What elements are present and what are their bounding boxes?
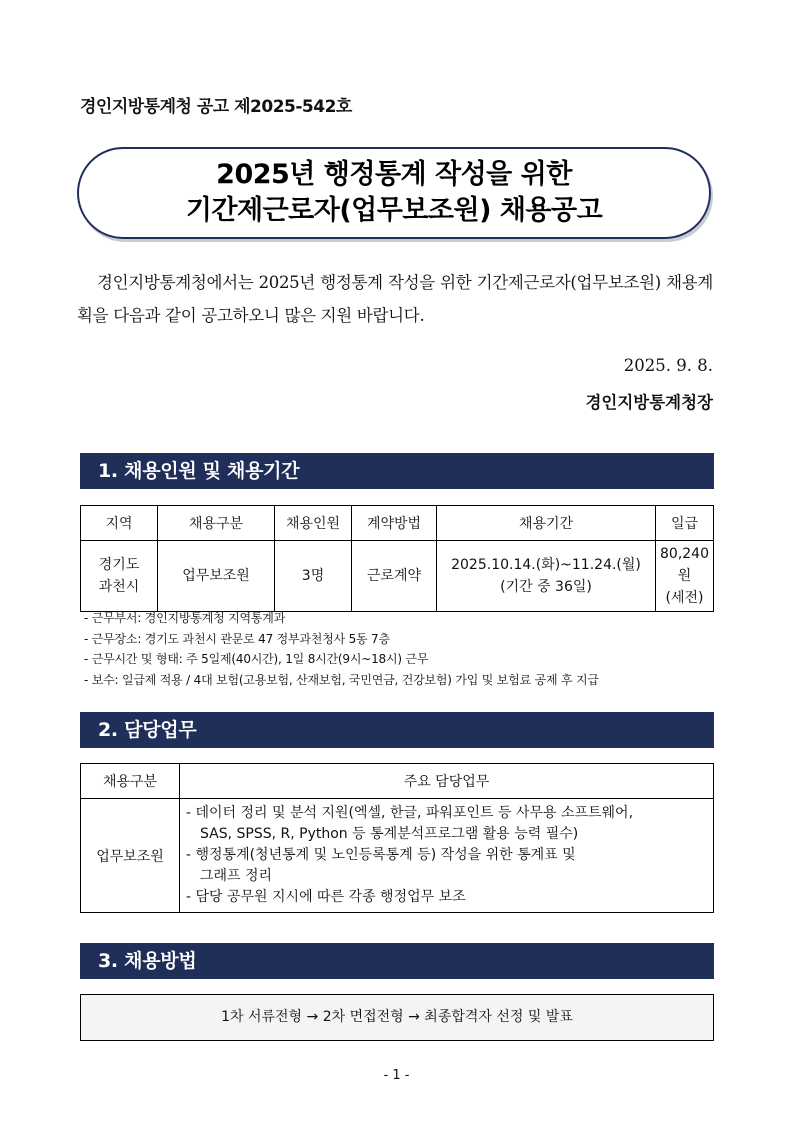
wage-line-1: 80,240원 bbox=[660, 546, 709, 584]
header-duty-category: 채용구분 bbox=[81, 764, 180, 799]
header-category: 채용구분 bbox=[158, 506, 275, 541]
title-box bbox=[77, 147, 711, 239]
cell-duty-category: 업무보조원 bbox=[81, 799, 180, 913]
period-line-1: 2025.10.14.(화)~11.24.(월) bbox=[451, 557, 641, 573]
cell-period bbox=[437, 541, 656, 612]
notice-date: 2025. 9. 8. bbox=[623, 356, 713, 375]
duties-table bbox=[80, 763, 714, 913]
cell-contract: 근로계약 bbox=[352, 541, 437, 612]
duty-line: - 행정통계(청년통계 및 노인등록통계 등) 작성을 위한 통계표 및 bbox=[186, 847, 576, 863]
duty-line: - 데이터 정리 및 분석 지원(엑셀, 한글, 파워포인트 등 사무용 소프트웨어, bbox=[186, 805, 634, 821]
note-hours: - 근무시간 및 형태: 주 5일제(40시간), 1일 8시간(9시~18시) 근무 bbox=[84, 652, 429, 666]
header-duties: 주요 담당업무 bbox=[180, 764, 714, 799]
cell-count: 3명 bbox=[275, 541, 352, 612]
issuer: 경인지방통계청장 bbox=[585, 393, 713, 412]
note-department: - 근무부서: 경인지방통계청 지역통계과 bbox=[84, 611, 286, 625]
wage-line-2: (세전) bbox=[665, 590, 704, 606]
region-line-2: 과천시 bbox=[98, 579, 140, 595]
table-row bbox=[81, 799, 714, 913]
header-contract: 계약방법 bbox=[352, 506, 437, 541]
section-heading-2: 2. 담당업무 bbox=[80, 712, 714, 748]
work-notes bbox=[84, 608, 599, 690]
note-location: - 근무장소: 경기도 과천시 관문로 47 정부과천청사 5동 7층 bbox=[84, 631, 390, 646]
header-region: 지역 bbox=[81, 506, 158, 541]
page-number: - 1 - bbox=[383, 1068, 410, 1083]
section-heading-3: 3. 채용방법 bbox=[80, 943, 714, 979]
table-row bbox=[81, 541, 714, 612]
cell-duties bbox=[180, 799, 714, 913]
recruitment-table bbox=[80, 505, 714, 612]
duty-line: - 담당 공무원 지시에 따른 각종 행정업무 보조 bbox=[186, 889, 466, 905]
section-heading-1: 1. 채용인원 및 채용기간 bbox=[80, 453, 714, 489]
title-line-2: 기간제근로자(업무보조원) 채용공고 bbox=[185, 195, 603, 226]
cell-category: 업무보조원 bbox=[158, 541, 275, 612]
duty-line: SAS, SPSS, R, Python 등 통계분석프로그램 활용 능력 필수) bbox=[200, 826, 579, 842]
header-period: 채용기간 bbox=[437, 506, 656, 541]
period-line-2: (기간 중 36일) bbox=[500, 579, 592, 595]
recruitment-method: 1차 서류전형 → 2차 면접전형 → 최종합격자 선정 및 발표 bbox=[80, 994, 714, 1041]
notice-number: 경인지방통계청 공고 제2025-542호 bbox=[80, 97, 352, 117]
title-line-1: 2025년 행정통계 작성을 위한 bbox=[216, 159, 572, 190]
header-wage: 일급 bbox=[656, 506, 714, 541]
region-line-1: 경기도 bbox=[98, 557, 140, 573]
header-count: 채용인원 bbox=[275, 506, 352, 541]
cell-region bbox=[81, 541, 158, 612]
duty-line: 그래프 정리 bbox=[200, 868, 273, 884]
intro-paragraph: 경인지방통계청에서는 2025년 행정통계 작성을 위한 기간제근로자(업무보조원) 채용계획을 다음과 같이 공고하오니 많은 지원 바랍니다. bbox=[77, 273, 713, 325]
note-pay: - 보수: 일급제 적용 / 4대 보험(고용보험, 산재보험, 국민연금, 건강보험) 가입 및 보험료 공제 후 지급 bbox=[84, 672, 599, 687]
cell-wage bbox=[656, 541, 714, 612]
